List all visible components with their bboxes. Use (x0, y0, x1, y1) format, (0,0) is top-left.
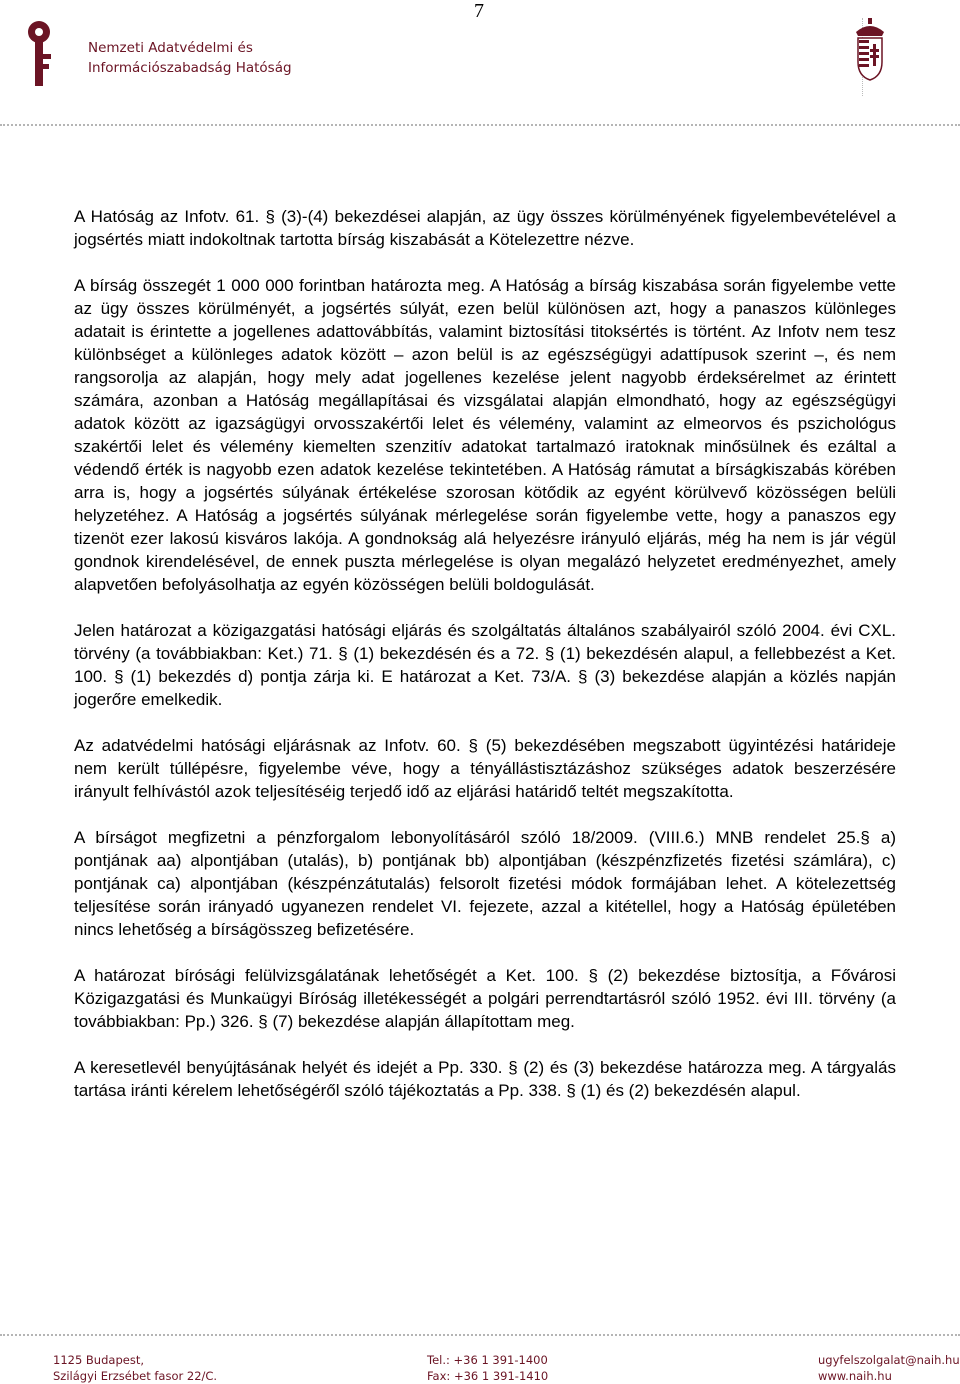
letterhead (26, 18, 936, 104)
paragraph-legal-basis: Jelen határozat a közigazgatási hatósági eljárás és szolgáltatás általános szabályairól szóló 2004. évi CXL. törvény (a továbbiakban: Ket.) 71. § (1) bekezdésén és a 72. § (1) bekezdésén alapul, a fellebbezést a Ket. 100. § (1) bekezdés d) pontja zárja ki. E határozat a Ket. 73/A. § (3) bekezdése alapján a közlés napján jogerőre emelkedik. (74, 621, 896, 709)
fax-number: Fax: +36 1 391-1410 (427, 1369, 549, 1383)
paragraph-fine-justification: A Hatóság az Infotv. 61. § (3)-(4) bekezdései alapján, az ügy összes körülményének figyelembevételével a jogsértés miatt indokoltnak tartotta bírság kiszabását a Kötelezettre nézve. (74, 207, 896, 249)
document-body (74, 205, 896, 1125)
paragraph-judicial-review: A határozat bírósági felülvizsgálatának lehetőségét a Ket. 100. § (2) bekezdése biztosítja, a Fővárosi Közigazgatási és Munkaügyi Bíróság illetékességét a polgári perrendtartásról szóló 1952. évi III. törvény (a továbbiakban: Pp.) 326. § (7) bekezdése alapján állapítottam meg. (74, 966, 896, 1031)
address-line1: 1125 Budapest, (53, 1353, 144, 1367)
coat-of-arms-icon (852, 18, 888, 84)
website-link[interactable]: www.naih.hu (818, 1369, 892, 1383)
paragraph-claim-filing: A keresetlevél benyújtásának helyét és idejét a Pp. 330. § (2) és (3) bekezdése határozza meg. A tárgyalás tartása iránti kérelem lehetőségéről szóló tájékoztatás a Pp. 338. § (1) és (2) bekezdésén alapul. (74, 1058, 896, 1100)
organization-name (88, 38, 292, 78)
header-separator (0, 124, 960, 126)
footer-phone-fax (427, 1352, 548, 1384)
footer-contact (818, 1352, 960, 1384)
paragraph-payment: A bírságot megfizetni a pénzforgalom lebonyolításáról szóló 18/2009. (VIII.6.) MNB rendelet 25.§ a) pontjának aa) alpontjában (utalás), b) pontjának bb) alpontjában (készpénzfizetés fizetési számlára), c) pontjának ca) alpontjában (készpénzátutalás) felsorolt fizetési módok formájában lehet. A kötelezettség teljesítése során irányadó ugyanezen rendelet VI. fejezete, azzal a kitétellel, hogy a Hatóság épületében nincs lehetőség a bírságösszeg befizetésére. (74, 828, 896, 939)
address-line2: Szilágyi Erzsébet fasor 22/C. (53, 1369, 218, 1383)
key-icon (26, 20, 56, 90)
organization-name-line1: Nemzeti Adatvédelmi és (88, 40, 253, 56)
letter-footer (0, 1352, 960, 1384)
footer-address (53, 1352, 217, 1384)
paragraph-fine-amount: A bírság összegét 1 000 000 forintban határozta meg. A Hatóság a bírság kiszabása során figyelembe vette az ügy összes körülményét, a jogsértés súlyát, ezen belül különösen azt, hogy a panaszos különleges adatait is érintette a jogellenes adattovábbítás, valamint biztosítási titoksértés is történt. Az Infotv nem tesz különbséget a különleges adatok között – azon belül is az egészségügyi adattípusok szerint –, és nem rangsorolja az alapján, hogy mely adat jogellenes kezelése jelent nagyobb érdeksérelmet az érintett számára, azonban a Hatóság megállapításai és vizsgálatai alapján elmondható, hogy az egészségügyi adatok között az igazságügyi orvosszakértői lelet és vélemény, valamint az elmeorvos és pszichológus szakértői lelet és vélemény kiemelten szenzitív adatokat tartalmazó iratoknak minősülnek és ezáltal a védendő érték is nagyobb ezen adatok kezelése tekintetében. A Hatóság rámutat a bírságkiszabás körében arra is, hogy a jogsértés súlyának értékelése szorosan kötődik az egyént körülvevő közösségen belüli helyzetéhez. A Hatóság a jogsértés súlyának mérlegelése során figyelembe vette, hogy a panaszos egy tizenöt ezer lakosú kisváros lakója. A gondnokság alá helyezésre irányuló eljárás, még ha nem is jár végül gondnok kirendelésével, de ennek puszta mérlegelése is olyan megalázó helyzetet eredményezhet, amely alapvetően befolyásolhatja az egyén közösségen belüli boldogulását. (74, 276, 896, 594)
page-number: 7 (474, 0, 484, 22)
phone-number: Tel.: +36 1 391-1400 (427, 1353, 548, 1367)
footer-separator (0, 1334, 960, 1336)
paragraph-deadline: Az adatvédelmi hatósági eljárásnak az Infotv. 60. § (5) bekezdésében megszabott ügyintézési határideje nem került túllépésre, figyelembe véve, hogy a tényállástisztázáshoz szükséges adatok beszerzésére irányult felhívástól azok teljesítéséig terjedő idő az eljárási határidő teltét megszakította. (74, 736, 896, 801)
organization-name-line2: Információszabadság Hatóság (88, 60, 292, 76)
email-link[interactable]: ugyfelszolgalat@naih.hu (818, 1353, 960, 1367)
